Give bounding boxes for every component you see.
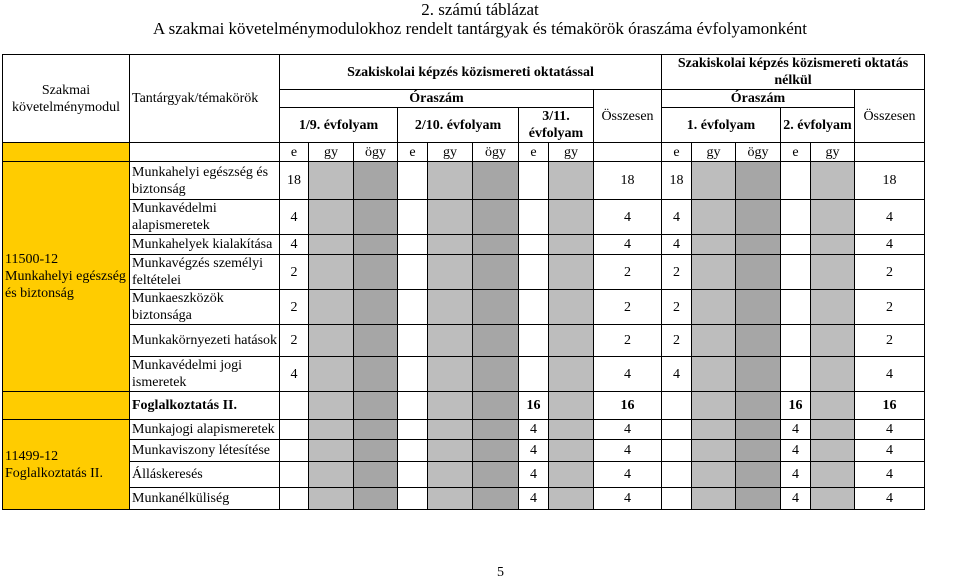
sub-label: gy <box>549 143 594 162</box>
hours-cell <box>692 462 736 488</box>
sub-label-empty <box>594 143 662 162</box>
hours-cell <box>473 440 519 462</box>
hours-cell: 18 <box>662 162 692 200</box>
subject-cell: Munkaviszony létesítése <box>130 440 280 462</box>
module-code: 11499-12 <box>5 448 59 464</box>
sub-label: gy <box>428 143 473 162</box>
table-row <box>3 255 925 290</box>
hours-cell <box>398 440 428 462</box>
hours-cell <box>473 255 519 290</box>
hours-cell: 4 <box>594 200 662 235</box>
hours-cell <box>692 162 736 200</box>
hours-cell <box>309 255 354 290</box>
hours-cell <box>280 462 309 488</box>
sub-label: e <box>280 143 309 162</box>
hours-cell <box>811 255 855 290</box>
hours-cell <box>781 255 811 290</box>
hours-cell <box>811 488 855 510</box>
hours-cell <box>692 440 736 462</box>
hours-cell <box>736 488 781 510</box>
hours-cell: 16 <box>594 392 662 420</box>
hours-cell <box>354 462 398 488</box>
hours-cell <box>473 200 519 235</box>
sub-label: gy <box>309 143 354 162</box>
hours-cell: 4 <box>855 420 925 440</box>
hours-cell <box>280 420 309 440</box>
table-row <box>3 357 925 392</box>
hours-cell <box>398 325 428 357</box>
hours-cell <box>398 235 428 255</box>
header-year-z2: 2. évfolyam <box>781 108 855 143</box>
hours-cell <box>428 255 473 290</box>
hours-cell: 4 <box>594 440 662 462</box>
hours-cell: 4 <box>280 235 309 255</box>
module-name: Foglalkoztatás II. <box>5 465 103 481</box>
hours-cell <box>549 357 594 392</box>
header-subject: Tantárgyak/témakörök <box>130 55 280 143</box>
subject-cell: Foglalkoztatás II. <box>130 392 280 420</box>
header-oraszam-1: Óraszám <box>280 90 594 108</box>
table-row <box>3 440 925 462</box>
hours-cell: 4 <box>662 357 692 392</box>
sub-label: gy <box>811 143 855 162</box>
hours-cell <box>428 440 473 462</box>
hours-cell: 16 <box>519 392 549 420</box>
hours-cell <box>736 392 781 420</box>
hours-cell <box>692 357 736 392</box>
subject-cell: Munkavégzés személyi feltételei <box>130 255 280 290</box>
hours-cell: 2 <box>855 255 925 290</box>
hours-cell <box>398 290 428 325</box>
module-name: Munkahelyi egészség és biztonság <box>5 269 126 301</box>
hours-cell <box>662 440 692 462</box>
sub-label: ögy <box>473 143 519 162</box>
hours-cell <box>692 420 736 440</box>
hours-cell <box>428 162 473 200</box>
hours-cell <box>473 392 519 420</box>
header-group1: Szakiskolai képzés közismereti oktatással <box>280 55 662 90</box>
hours-cell <box>811 357 855 392</box>
hours-cell <box>354 235 398 255</box>
hours-cell <box>781 200 811 235</box>
hours-cell <box>428 357 473 392</box>
hours-cell <box>736 200 781 235</box>
hours-cell <box>736 462 781 488</box>
hours-cell: 2 <box>594 325 662 357</box>
hours-cell <box>662 462 692 488</box>
table-number: 2. számú táblázat <box>421 0 539 19</box>
hours-cell <box>473 420 519 440</box>
hours-cell: 2 <box>855 290 925 325</box>
sub-label: e <box>781 143 811 162</box>
hours-cell <box>736 290 781 325</box>
hours-cell: 4 <box>855 357 925 392</box>
hours-cell <box>811 290 855 325</box>
hours-cell <box>549 462 594 488</box>
hours-cell <box>354 200 398 235</box>
hours-cell: 2 <box>280 255 309 290</box>
hours-cell <box>736 235 781 255</box>
hours-cell: 4 <box>280 357 309 392</box>
hours-cell <box>280 440 309 462</box>
subject-cell: Munkahelyek kialakítása <box>130 235 280 255</box>
hours-cell: 4 <box>594 462 662 488</box>
header-oraszam-2: Óraszám <box>662 90 855 108</box>
hours-cell: 18 <box>280 162 309 200</box>
hours-cell: 4 <box>519 420 549 440</box>
hours-cell <box>662 420 692 440</box>
hours-cell <box>354 420 398 440</box>
hours-cell <box>549 200 594 235</box>
header-total-2: Összesen <box>855 90 925 143</box>
hours-cell <box>398 357 428 392</box>
hours-cell <box>428 462 473 488</box>
hours-cell <box>309 462 354 488</box>
subject-cell: Munkavédelmi jogi ismeretek <box>130 357 280 392</box>
hours-cell <box>398 462 428 488</box>
hours-cell <box>280 392 309 420</box>
table-row <box>3 392 925 420</box>
hours-cell: 4 <box>855 235 925 255</box>
hours-cell: 16 <box>855 392 925 420</box>
hours-cell <box>398 162 428 200</box>
hours-cell: 4 <box>781 488 811 510</box>
hours-cell <box>519 235 549 255</box>
hours-cell: 4 <box>519 488 549 510</box>
hours-cell: 4 <box>594 488 662 510</box>
hours-cell <box>549 325 594 357</box>
subject-cell: Munkakörnyezeti hatások <box>130 325 280 357</box>
hours-cell <box>692 235 736 255</box>
subject-cell: Munkahelyi egészség és biztonság <box>130 162 280 200</box>
page-number: 5 <box>497 565 504 580</box>
subject-cell: Munkanélküliség <box>130 488 280 510</box>
sub-label: e <box>519 143 549 162</box>
hours-cell <box>309 200 354 235</box>
hours-cell <box>692 290 736 325</box>
hours-table <box>2 54 925 510</box>
table-row <box>3 462 925 488</box>
hours-cell <box>736 420 781 440</box>
header-year-2: 2/10. évfolyam <box>398 108 519 143</box>
hours-cell <box>428 488 473 510</box>
hours-cell <box>428 235 473 255</box>
sub-label: e <box>398 143 428 162</box>
hours-cell <box>692 392 736 420</box>
hours-cell <box>519 255 549 290</box>
hours-cell <box>736 357 781 392</box>
subject-cell: Munkaeszközök biztonsága <box>130 290 280 325</box>
hours-cell <box>736 162 781 200</box>
hours-cell <box>549 235 594 255</box>
module-spacer <box>3 392 130 420</box>
hours-cell: 16 <box>781 392 811 420</box>
hours-cell <box>549 255 594 290</box>
module-header-spacer <box>3 143 130 162</box>
hours-cell: 4 <box>594 235 662 255</box>
hours-cell: 2 <box>594 255 662 290</box>
hours-cell <box>811 392 855 420</box>
table-row <box>3 162 925 200</box>
hours-cell <box>549 440 594 462</box>
hours-cell <box>398 200 428 235</box>
hours-cell <box>309 392 354 420</box>
hours-cell: 4 <box>662 200 692 235</box>
hours-cell <box>473 488 519 510</box>
hours-cell <box>309 290 354 325</box>
hours-cell <box>662 392 692 420</box>
subject-cell: Álláskeresés <box>130 462 280 488</box>
hours-cell <box>428 200 473 235</box>
header-total-1: Összesen <box>594 90 662 143</box>
hours-cell <box>354 162 398 200</box>
hours-cell <box>473 235 519 255</box>
hours-cell <box>398 392 428 420</box>
hours-cell <box>473 162 519 200</box>
hours-cell <box>309 357 354 392</box>
sub-label: ögy <box>736 143 781 162</box>
hours-cell: 4 <box>855 200 925 235</box>
hours-cell: 2 <box>280 290 309 325</box>
hours-cell <box>428 420 473 440</box>
sub-label: e <box>662 143 692 162</box>
hours-cell: 4 <box>855 488 925 510</box>
hours-cell <box>428 325 473 357</box>
hours-cell <box>398 255 428 290</box>
hours-cell <box>309 488 354 510</box>
hours-cell: 2 <box>855 325 925 357</box>
module-cell <box>3 162 130 392</box>
hours-cell: 4 <box>594 357 662 392</box>
hours-cell <box>781 162 811 200</box>
table-row <box>3 290 925 325</box>
hours-cell: 4 <box>519 440 549 462</box>
hours-cell: 4 <box>781 440 811 462</box>
hours-cell: 2 <box>594 290 662 325</box>
hours-cell <box>811 440 855 462</box>
hours-cell <box>692 488 736 510</box>
hours-cell <box>811 235 855 255</box>
hours-cell <box>519 200 549 235</box>
hours-cell <box>811 162 855 200</box>
hours-cell: 4 <box>781 462 811 488</box>
hours-cell <box>736 440 781 462</box>
subject-cell: Munkajogi alapismeretek <box>130 420 280 440</box>
hours-cell <box>354 357 398 392</box>
hours-cell <box>811 200 855 235</box>
hours-cell <box>280 488 309 510</box>
hours-cell <box>354 255 398 290</box>
hours-cell <box>473 325 519 357</box>
hours-cell: 2 <box>662 255 692 290</box>
hours-cell: 18 <box>855 162 925 200</box>
hours-cell <box>519 290 549 325</box>
table-row <box>3 235 925 255</box>
hours-cell <box>428 290 473 325</box>
hours-cell <box>781 357 811 392</box>
hours-cell: 4 <box>781 420 811 440</box>
hours-cell <box>309 325 354 357</box>
hours-cell: 4 <box>662 235 692 255</box>
header-year-z1: 1. évfolyam <box>662 108 781 143</box>
table-row <box>3 200 925 235</box>
table-row <box>3 325 925 357</box>
hours-cell <box>692 325 736 357</box>
hours-cell: 4 <box>280 200 309 235</box>
hours-cell <box>549 420 594 440</box>
table-row <box>3 488 925 510</box>
module-code: 11500-12 <box>5 252 59 267</box>
hours-cell <box>549 290 594 325</box>
hours-cell <box>309 235 354 255</box>
header-year-3: 3/11. évfolyam <box>519 108 594 143</box>
hours-cell <box>519 325 549 357</box>
hours-cell <box>781 235 811 255</box>
hours-cell <box>781 290 811 325</box>
hours-cell <box>354 290 398 325</box>
hours-cell: 4 <box>519 462 549 488</box>
hours-cell <box>811 420 855 440</box>
header-group2: Szakiskolai képzés közismereti oktatás nélkül <box>662 55 925 90</box>
hours-cell <box>662 488 692 510</box>
hours-cell <box>736 255 781 290</box>
header-module: Szakmai követelménymodul <box>3 55 130 143</box>
hours-cell <box>549 162 594 200</box>
hours-cell <box>309 420 354 440</box>
hours-cell <box>354 392 398 420</box>
hours-cell: 4 <box>855 462 925 488</box>
module-cell <box>3 420 130 510</box>
sub-label-empty <box>855 143 925 162</box>
hours-cell <box>473 462 519 488</box>
subject-header-spacer <box>130 143 280 162</box>
table-title: A szakmai követelménymodulokhoz rendelt tantárgyak és témakörök óraszáma évfolyamonként <box>153 19 807 38</box>
sub-label: ögy <box>354 143 398 162</box>
hours-cell <box>398 488 428 510</box>
hours-cell <box>354 440 398 462</box>
hours-cell <box>473 357 519 392</box>
subject-cell: Munkavédelmi alapismeretek <box>130 200 280 235</box>
sub-label: gy <box>692 143 736 162</box>
hours-cell: 18 <box>594 162 662 200</box>
hours-cell: 2 <box>662 290 692 325</box>
hours-cell <box>354 325 398 357</box>
hours-cell <box>519 357 549 392</box>
hours-cell <box>811 325 855 357</box>
hours-cell <box>781 325 811 357</box>
hours-cell <box>428 392 473 420</box>
header-year-1: 1/9. évfolyam <box>280 108 398 143</box>
hours-cell <box>549 392 594 420</box>
hours-cell <box>309 440 354 462</box>
hours-cell <box>309 162 354 200</box>
hours-cell <box>692 255 736 290</box>
hours-cell <box>549 488 594 510</box>
hours-cell <box>692 200 736 235</box>
hours-cell <box>519 162 549 200</box>
table-row <box>3 420 925 440</box>
hours-cell: 4 <box>855 440 925 462</box>
hours-cell: 2 <box>280 325 309 357</box>
hours-cell <box>354 488 398 510</box>
hours-cell <box>736 325 781 357</box>
hours-cell <box>398 420 428 440</box>
hours-cell: 2 <box>662 325 692 357</box>
hours-cell: 4 <box>594 420 662 440</box>
hours-cell <box>811 462 855 488</box>
hours-cell <box>473 290 519 325</box>
